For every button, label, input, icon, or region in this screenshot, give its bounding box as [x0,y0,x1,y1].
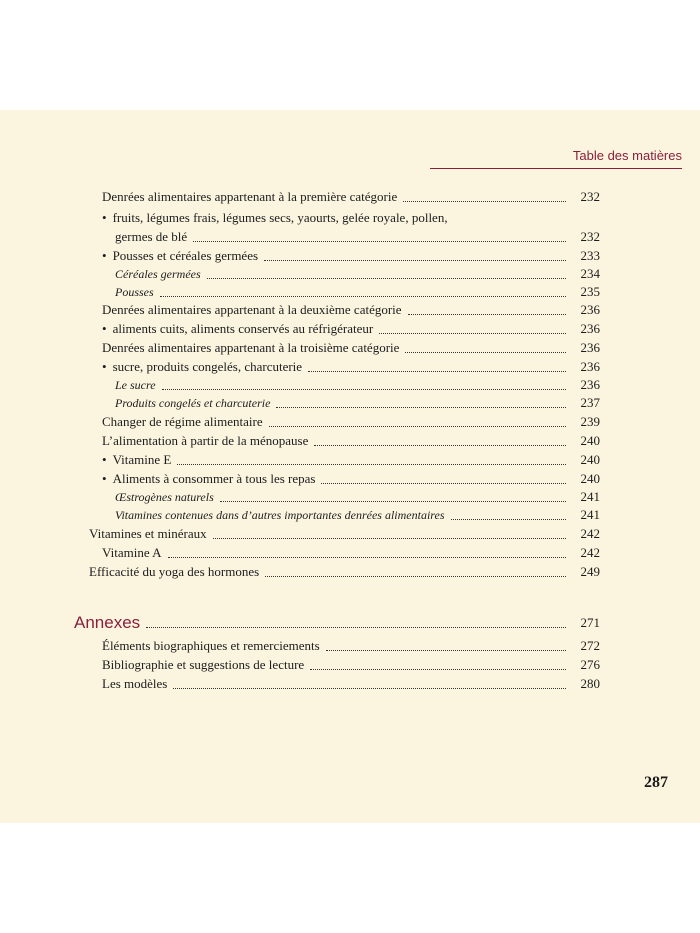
dot-leader [265,576,566,577]
toc-entry [115,229,600,245]
toc-page-number: 232 [580,229,600,244]
toc-page-number: 236 [580,321,600,336]
toc-entry-label: Vitamine A [102,545,162,560]
toc-entry-label: Éléments biographiques et remerciements [102,638,320,653]
dot-leader [193,241,566,242]
toc-page-number: 241 [580,489,600,504]
toc-entry [115,266,600,282]
toc-page-number: 241 [580,507,600,522]
toc-entry [102,414,600,430]
toc-page-number: 272 [580,638,600,653]
dot-leader [379,333,566,334]
toc-entry [102,340,600,356]
toc-entry-label: Aliments à consommer à tous les repas [112,471,316,486]
dot-leader [162,389,566,390]
toc-entry [102,321,600,337]
toc-entry [102,433,600,449]
toc-entry-label: fruits, légumes frais, légumes secs, yaourts, gelée royale, pollen, [112,210,448,225]
toc-entry [102,452,600,468]
toc-entry-label: Vitamine E [112,452,172,467]
toc-entry [102,359,600,375]
dot-leader [451,519,566,520]
dot-leader [310,669,566,670]
toc-page-number: 236 [580,359,600,374]
toc-entry-label: Pousses [115,285,154,299]
toc-page-number: 234 [580,266,600,281]
dot-leader [314,445,566,446]
toc-entry [102,676,600,692]
toc-entry-label: L’alimentation à partir de la ménopause [102,433,309,448]
toc-entry-label: Bibliographie et suggestions de lecture [102,657,305,672]
toc-entry [89,564,600,580]
toc-entry-label: Efficacité du yoga des hormones [89,564,260,579]
toc-entry-label: Produits congelés et charcuterie [115,396,271,410]
dot-leader [168,557,566,558]
toc-entry [115,489,600,505]
dot-leader [173,688,566,689]
toc-entry-label: Les modèles [102,676,168,691]
bullet: • [102,452,107,467]
dot-leader [321,483,566,484]
toc-page-number: 232 [580,189,600,204]
toc-page-number: 242 [580,545,600,560]
toc-page-number: 236 [580,302,600,317]
dot-leader [160,296,566,297]
dot-leader [220,501,566,502]
toc-page-number: 233 [580,248,600,263]
dot-leader [276,407,566,408]
toc-section-annexes [74,615,600,631]
toc-page-number: 276 [580,657,600,672]
toc-entry [115,377,600,393]
toc-entry [102,302,600,318]
dot-leader [408,314,566,315]
dot-leader [213,538,566,539]
toc-page-number: 242 [580,526,600,541]
toc-entry [115,284,600,300]
page-number: 287 [644,774,668,791]
toc-entry-label: Vitamines et minéraux [89,526,207,541]
dot-leader [177,464,566,465]
dot-leader [308,371,566,372]
toc-entry-first-line [102,210,448,226]
dot-leader [326,650,566,651]
toc-entry [102,638,600,654]
toc-entry-label: Denrées alimentaires appartenant à la première catégorie [102,189,398,204]
toc-page-number: 237 [580,395,600,410]
running-header-title: Table des matières [572,148,682,163]
toc-entry-label: Vitamines contenues dans d’autres importantes denrées alimentaires [115,508,445,522]
dot-leader [146,627,566,628]
section-heading: Annexes [74,613,141,632]
bullet: • [102,471,107,486]
dot-leader [403,201,566,202]
toc-page-number: 249 [580,564,600,579]
dot-leader [207,278,566,279]
toc-entry [102,471,600,487]
toc-entry-label: Denrées alimentaires appartenant à la troisième catégorie [102,340,400,355]
toc-entry-label: Œstrogènes naturels [115,490,214,504]
toc-entry [102,545,600,561]
toc-entry-label: germes de blé [115,229,188,244]
toc-page-number: 280 [580,676,600,691]
toc-page-number: 236 [580,377,600,392]
dot-leader [269,426,566,427]
toc-entry [102,248,600,264]
toc-entry-label: aliments cuits, aliments conservés au réfrigérateur [112,321,374,336]
toc-entry-label: Denrées alimentaires appartenant à la deuxième catégorie [102,302,402,317]
toc-entry [89,526,600,542]
toc-entry [102,657,600,673]
dot-leader [264,260,566,261]
toc-entry-label: Pousses et céréales germées [112,248,259,263]
toc-entry-label: Le sucre [115,378,156,392]
toc-page-number: 236 [580,340,600,355]
toc-entry-label: Céréales germées [115,267,201,281]
dot-leader [405,352,566,353]
toc-entry [115,507,600,523]
bullet: • [102,248,107,263]
toc-entry [115,395,600,411]
bullet: • [102,321,107,336]
toc-page-number: 240 [580,471,600,486]
toc-page-number: 240 [580,433,600,448]
toc-page-number: 239 [580,414,600,429]
toc-page-number: 240 [580,452,600,467]
bullet: • [102,359,107,374]
toc-entry-label: sucre, produits congelés, charcuterie [112,359,303,374]
toc-page-number: 271 [580,615,600,630]
toc-entry [102,189,600,205]
bullet: • [102,210,107,225]
toc-entry-label: Changer de régime alimentaire [102,414,263,429]
toc-page-number: 235 [580,284,600,299]
